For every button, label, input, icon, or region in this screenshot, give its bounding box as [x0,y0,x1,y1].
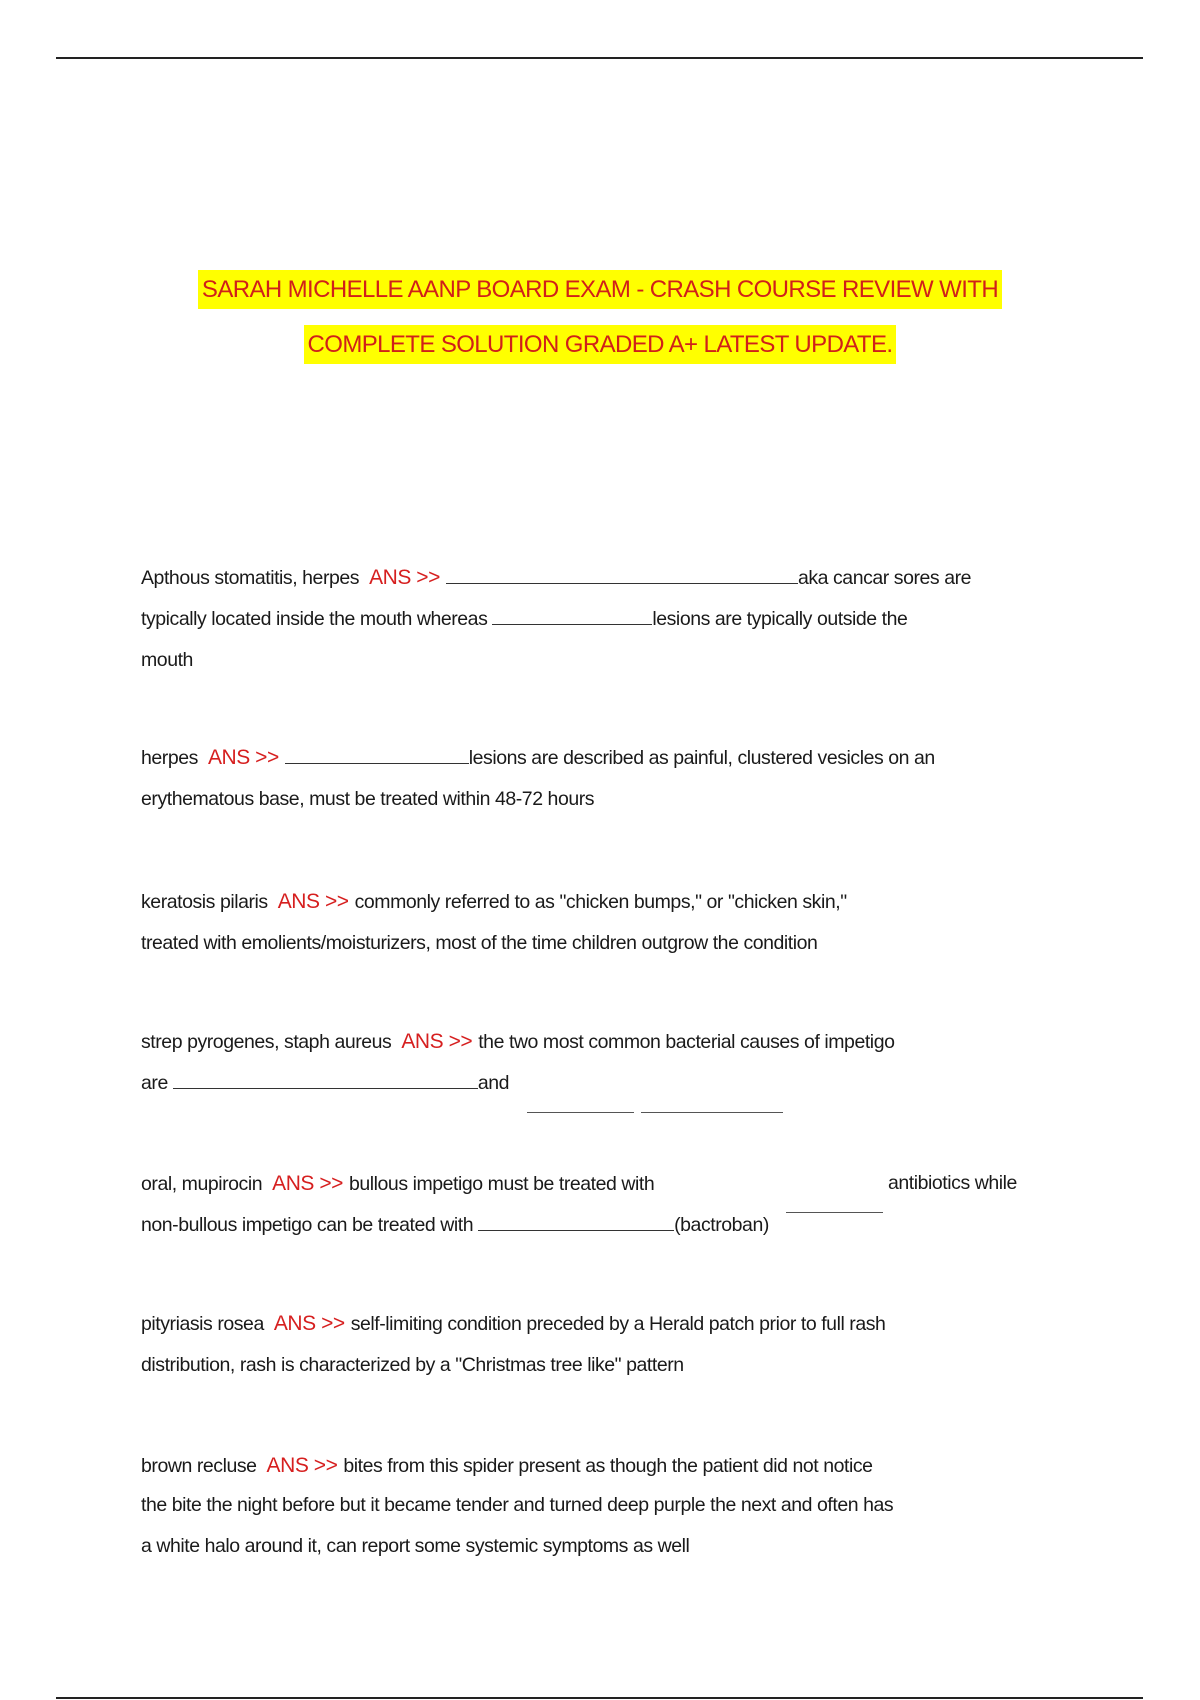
top-rule [56,57,1143,59]
text: antibiotics while [888,1172,1017,1194]
text: aka cancar sores are [797,567,972,589]
qa-entry-answer-line [141,1030,894,1054]
text: bullous impetigo must be treated with [348,1173,655,1195]
ans-marker: ANS >> [266,1454,338,1477]
qa-entry-text-line [141,1535,689,1558]
qa-entry-text-line [141,1072,509,1095]
qa-entry-answer-line [141,1172,654,1196]
qa-entry-text-line [141,1354,684,1377]
qa-entry-answer-line [141,1454,873,1478]
text: the two most common bacterial causes of impetigo [478,1031,895,1053]
qa-entry-answer-line [141,890,847,914]
text: (bactroban) [674,1214,769,1236]
fill-blank-line [641,1112,783,1113]
qa-entry-text-line [141,608,907,631]
document-title-line-2 [0,331,1200,359]
qa-entry-answer-line [141,1312,885,1336]
text: herpes [141,747,198,769]
qa-entry-answer-line [141,566,971,590]
text: and [477,1072,509,1094]
text: lesions are typically outside the [652,608,908,630]
ans-marker: ANS >> [277,890,349,913]
qa-entry-text-line [141,1214,769,1237]
text: erythematous base, must be treated within 48-72 hours [141,788,595,810]
qa-entry-text-line [141,649,193,672]
fill-blank [478,1229,674,1231]
text: treated with emolients/moisturizers, most of the time children outgrow the condition [141,932,818,954]
text: brown recluse [141,1455,257,1477]
fill-blank [173,1087,478,1089]
qa-entry-text-line [141,788,594,811]
text: pityriasis rosea [141,1313,264,1335]
text: lesions are described as painful, clustered vesicles on an [468,747,935,769]
text: SARAH MICHELLE AANP BOARD EXAM - CRASH COURSE REVIEW WITH [198,270,1002,309]
ans-marker: ANS >> [272,1172,343,1195]
fill-blank [446,582,798,584]
qa-entry-text-line [141,1494,893,1517]
text: non-bullous impetigo can be treated with [141,1214,474,1236]
document-title-line-1 [0,276,1200,304]
text: distribution, rash is characterized by a "Christmas tree like" pattern [141,1354,684,1376]
text: Apthous stomatitis, herpes [141,567,360,589]
text: strep pyrogenes, staph aureus [141,1031,392,1053]
text: commonly referred to as "chicken bumps," or "chicken skin," [354,891,847,913]
ans-marker: ANS >> [369,566,440,589]
text: self-limiting condition preceded by a Herald patch prior to full rash [350,1313,886,1335]
text: bites from this spider present as though the patient did not notice [343,1455,873,1477]
fill-blank [492,623,652,625]
text: are [141,1072,168,1094]
fill-blank [285,762,469,764]
text: mouth [141,649,193,671]
text: keratosis pilaris [141,891,268,913]
text: the bite the night before but it became tender and turned deep purple the next and often has [141,1494,894,1516]
text: oral, mupirocin [141,1173,263,1195]
text: a white halo around it, can report some systemic symptoms as well [141,1535,690,1557]
fill-blank-line [786,1212,883,1213]
qa-entry-answer-line [141,746,935,770]
qa-entry-text-line [141,932,817,955]
ans-marker: ANS >> [273,1312,345,1335]
text: typically located inside the mouth whereas [141,608,488,630]
text: COMPLETE SOLUTION GRADED A+ LATEST UPDATE. [304,325,897,364]
fill-blank-line [527,1112,634,1113]
ans-marker: ANS >> [207,746,279,769]
ans-marker: ANS >> [401,1030,473,1053]
qa-entry-text-line [888,1172,1017,1195]
bottom-rule [56,1697,1143,1699]
